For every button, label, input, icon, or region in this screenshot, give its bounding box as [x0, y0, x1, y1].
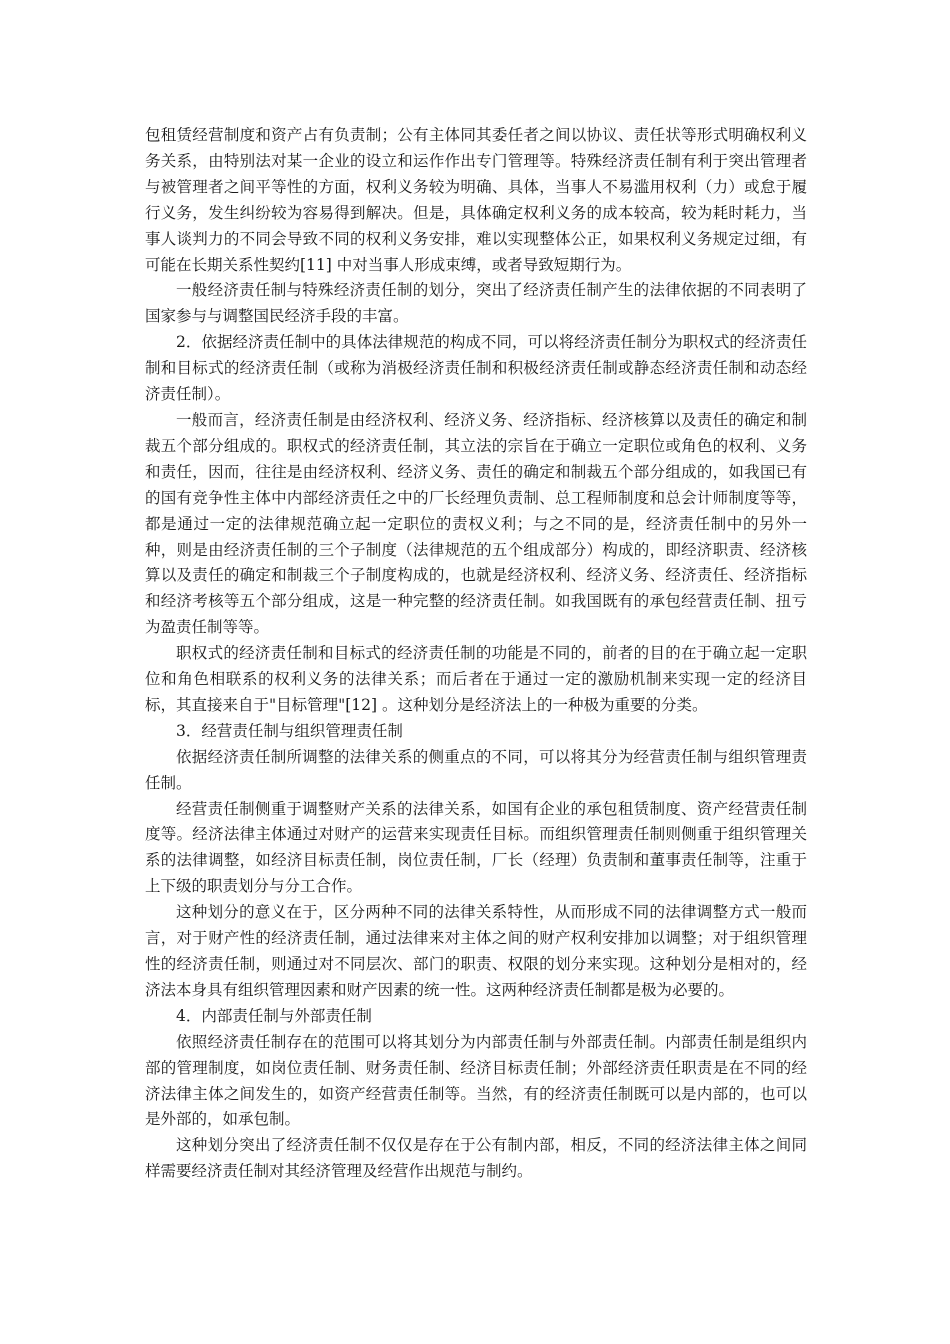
section-4-heading: 4．内部责任制与外部责任制	[176, 1006, 372, 1025]
paragraph-operating-responsibility: 经营责任制侧重于调整财产关系的法律关系，如国有企业的承包租赁制度、资产经营责任制度等。经济法律主体通过对财产的运营来实现责任目标。而组织管理责任制则侧重于组织管理关系的法律调整，如经济目标责任制，岗位责任制，厂长（经理）负责制和董事责任制等，注重于上下级的职责划分与分工合作。	[145, 799, 807, 896]
paragraph-section-3-intro: 依据经济责任制所调整的法律关系的侧重点的不同，可以将其分为经营责任制与组织管理责任制。	[145, 747, 807, 792]
paragraph-division-significance: 这种划分的意义在于，区分两种不同的法律关系特性，从而形成不同的法律调整方式一般而言，对于财产性的经济责任制，通过法律来对主体之间的财产权利安排加以调整；对于组织管理性的经济责任制，则通过对不同层次、部门的职责、权限的划分来实现。这种划分是相对的，经济法本身具有组织管理因素和财产因素的统一性。这两种经济责任制都是极为必要的。	[145, 903, 807, 999]
document-body	[145, 123, 807, 1185]
paragraph-conclusion: 这种划分突出了经济责任制不仅仅是存在于公有制内部，相反，不同的经济法律主体之间同样需要经济责任制对其经济管理及经营作出规范与制约。	[145, 1136, 807, 1181]
section-3-heading: 3．经营责任制与组织管理责任制	[176, 721, 403, 740]
paragraph-composition: 一般而言，经济责任制是由经济权利、经济义务、经济指标、经济核算以及责任的确定和制裁五个部分组成的。职权式的经济责任制，其立法的宗旨在于确立一定职位或角色的权利、义务和责任，因而，往往是由经济权利、经济义务、责任的确定和制裁五个部分组成的，如我国已有的国有竞争性主体中内部经济责任之中的厂长经理负责制、总工程师制度和总会计师制度等等，都是通过一定的法律规范确立起一定职位的责权义利；与之不同的是，经济责任制中的另外一种，则是由经济责任制的三个子制度（法律规范的五个组成部分）构成的，即经济职责、经济核算以及责任的确定和制裁三个子制度构成的，也就是经济权利、经济义务、经济责任、经济指标和经济考核等五个部分组成，这是一种完整的经济责任制。如我国既有的承包经营责任制、扭亏为盈责任制等等。	[145, 410, 807, 637]
paragraph-section-2-heading: 2．依据经济责任制中的具体法律规范的构成不同，可以将经济责任制分为职权式的经济责任制和目标式的经济责任制（或称为消极经济责任制和积极经济责任制或静态经济责任制和动态经济责任制）。	[145, 333, 807, 404]
paragraph-continuation: 包租赁经营制度和资产占有负责制；公有主体同其委任者之间以协议、责任状等形式明确权利义务关系，由特别法对某一企业的设立和运作作出专门管理等。特殊经济责任制有利于突出管理者与被管理者之间平等性的方面，权利义务较为明确、具体，当事人不易滥用权利（力）或怠于履行义务，发生纠纷较为容易得到解决。但是，具体确定权利义务的成本较高，较为耗时耗力，当事人谈判力的不同会导致不同的权利义务安排，难以实现整体公正，如果权利义务规定过细，有可能在长期关系性契约[11] 中对当事人形成束缚，或者导致短期行为。	[145, 126, 807, 274]
paragraph-function-difference: 职权式的经济责任制和目标式的经济责任制的功能是不同的，前者的目的在于确立起一定职位和角色相联系的权利义务的法律关系；而后者在于通过一定的激励机制来实现一定的经济目标，其直接来自于"目标管理"[12] 。这种划分是经济法上的一种极为重要的分类。	[145, 644, 807, 714]
paragraph-section-4-intro: 依照经济责任制存在的范围可以将其划分为内部责任制与外部责任制。内部责任制是组织内部的管理制度，如岗位责任制、财务责任制、经济目标责任制；外部经济责任职责是在不同的经济法律主体之间发生的，如资产经营责任制等。当然，有的经济责任制既可以是内部的，也可以是外部的，如承包制。	[145, 1032, 807, 1129]
paragraph-classification-note: 一般经济责任制与特殊经济责任制的划分，突出了经济责任制产生的法律依据的不同表明了国家参与与调整国民经济手段的丰富。	[145, 281, 807, 326]
